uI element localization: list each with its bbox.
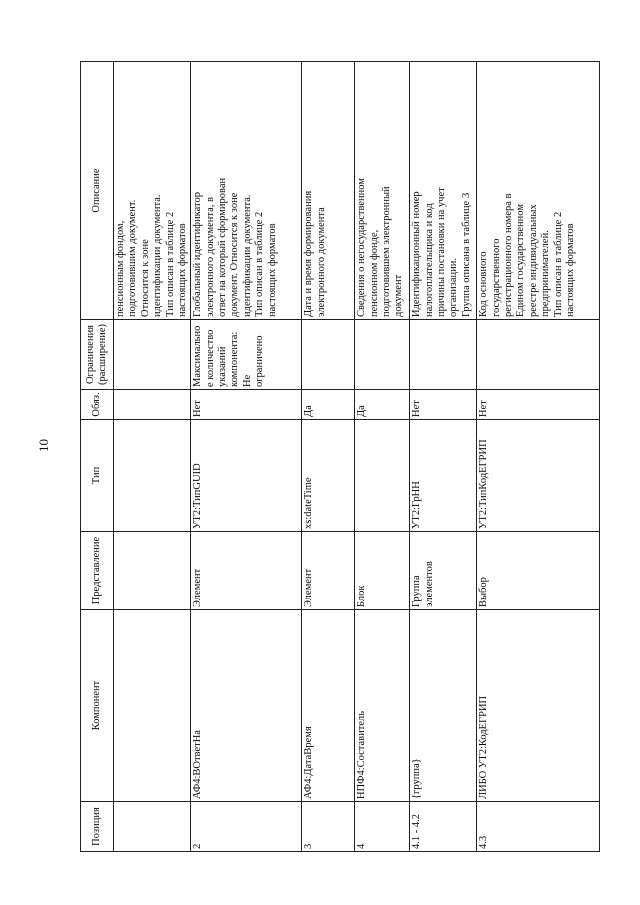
table-row xyxy=(114,62,191,852)
description-line: Едином государственном xyxy=(515,204,527,317)
description-cell xyxy=(114,62,191,320)
description-cell xyxy=(477,62,600,320)
header-required: Обяз. xyxy=(81,390,114,420)
rotated-table-container xyxy=(80,62,600,852)
position-cell: 4.3 xyxy=(477,802,600,852)
header-component: Компонент xyxy=(81,610,114,802)
description-line: регистрационного номера в xyxy=(503,193,514,317)
description-line: Тип описан в таблице 2 xyxy=(164,211,176,317)
components-table xyxy=(80,61,600,852)
page-number: 10 xyxy=(36,439,51,452)
position-cell: 2 xyxy=(191,802,302,852)
table-body xyxy=(114,62,600,852)
component-cell xyxy=(114,610,191,802)
table-row xyxy=(191,62,302,852)
description-line: электронного документа, в xyxy=(204,197,216,317)
component-cell: АФ4:ДатаВремя xyxy=(302,610,355,802)
type-cell: УТ2:ТипGUID xyxy=(191,420,302,532)
limits-cell xyxy=(410,320,477,390)
description-line: настоящих форматов xyxy=(176,223,188,317)
required-cell: Нет xyxy=(477,390,600,420)
header-representation: Представление xyxy=(81,532,114,610)
description-line: государственного xyxy=(490,238,502,317)
description-line: пенсионным фондом, xyxy=(115,220,126,317)
required-cell: Да xyxy=(302,390,355,420)
description-line: Дата и время формирования xyxy=(303,190,315,317)
representation-cell: Группа элементов xyxy=(410,532,477,610)
description-line: электронного документа xyxy=(315,207,327,317)
position-cell: 4 xyxy=(355,802,410,852)
position-cell: 4.1 - 4.2 xyxy=(410,802,477,852)
description-line: причины постановки на учет xyxy=(436,187,447,317)
description-cell xyxy=(302,62,355,320)
limits-cell xyxy=(114,320,191,390)
description-line: Код основного xyxy=(478,251,490,317)
position-cell xyxy=(114,802,191,852)
component-cell: АФ4:ВОтветНа xyxy=(191,610,302,802)
representation-cell: Элемент xyxy=(302,532,355,610)
description-line: Относится к зоне xyxy=(139,239,151,317)
required-cell: Да xyxy=(355,390,410,420)
representation-cell: Элемент xyxy=(191,532,302,610)
component-cell: {группа} xyxy=(410,610,477,802)
representation-cell: Выбор xyxy=(477,532,600,610)
description-line: настоящих форматов xyxy=(266,223,278,317)
description-line: организации. xyxy=(448,258,460,317)
header-row xyxy=(81,62,114,852)
description-line: подготовившем электронный xyxy=(381,186,392,317)
description-line: идентификации документа. xyxy=(152,194,164,317)
description-line: Тип описан в таблице 2 xyxy=(254,211,266,317)
description-cell xyxy=(410,62,477,320)
type-cell: УТ2:ГрНН xyxy=(410,420,477,532)
description-line: предпринимателей. xyxy=(540,230,552,317)
description-line: ответ на который сформирован xyxy=(217,177,228,317)
limits-cell xyxy=(302,320,355,390)
description-line: документ. Относится к зоне xyxy=(229,192,241,317)
description-line: пенсионном фонде, xyxy=(368,229,380,317)
description-line: реестре индивидуальных xyxy=(527,204,539,317)
description-line: идентификации документа. xyxy=(241,194,253,317)
header-description: Описание xyxy=(81,62,114,320)
type-cell: xs:dateTime xyxy=(302,420,355,532)
required-cell xyxy=(114,390,191,420)
description-line: Группа описана в таблице 3 xyxy=(460,192,472,317)
description-line: Тип описан в таблице 2 xyxy=(552,211,564,317)
description-line: настоящих форматов xyxy=(564,223,576,317)
component-cell: НПФ4:Составитель xyxy=(355,610,410,802)
description-cell xyxy=(191,62,302,320)
description-line: Сведения о негосударственном xyxy=(356,178,368,317)
header-position: Позиция xyxy=(81,802,114,852)
header-limits: Ограничения (расширение) xyxy=(81,320,114,390)
limits-cell: Максимальное количество указаний компонента: Не ограничено xyxy=(191,320,302,390)
description-line: Идентификационный номер xyxy=(411,191,423,317)
description-line: Глобальный идентификатор xyxy=(192,192,204,317)
header-type: Тип xyxy=(81,420,114,532)
representation-cell xyxy=(114,532,191,610)
representation-cell: Блок xyxy=(355,532,410,610)
description-line: подготовившим документ. xyxy=(127,199,139,317)
description-line: налогоплательщика и код xyxy=(423,203,435,317)
component-cell: ЛИБО УТ2:КодЕГРИП xyxy=(477,610,600,802)
description-cell xyxy=(355,62,410,320)
limits-cell xyxy=(477,320,600,390)
table-row xyxy=(477,62,600,852)
type-cell: УТ2:ТипКодЕГРИП xyxy=(477,420,600,532)
limits-cell xyxy=(355,320,410,390)
table-row xyxy=(355,62,410,852)
table-row xyxy=(410,62,477,852)
table-row xyxy=(302,62,355,852)
position-cell: 3 xyxy=(302,802,355,852)
required-cell: Нет xyxy=(191,390,302,420)
required-cell: Нет xyxy=(410,390,477,420)
type-cell xyxy=(355,420,410,532)
description-line: документ xyxy=(393,274,405,317)
type-cell xyxy=(114,420,191,532)
